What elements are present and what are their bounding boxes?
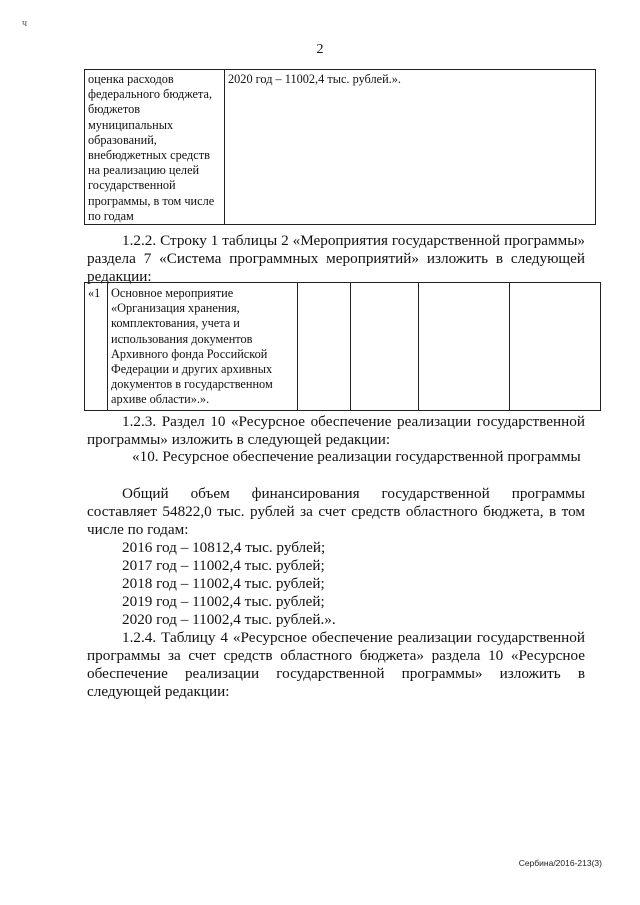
events-table bbox=[84, 282, 601, 411]
scan-mark: ч bbox=[22, 18, 28, 29]
total-funding-paragraph: Общий объем финансирования государственной программы составляет 54822,0 тыс. рублей за счет средств областного бюджета, в том числе по годам: bbox=[87, 485, 585, 538]
year-line: 2018 год – 11002,4 тыс. рублей; bbox=[122, 575, 325, 592]
table-row bbox=[85, 283, 601, 411]
document-footer-code: Сербина/2016-213(3) bbox=[518, 858, 602, 868]
table-cell-description: Основное мероприятие «Организация хранения, комплектования, учета и использования документов Архивного фонда Российской Федерации и других архивных документов в государственном архиве области».». bbox=[108, 283, 298, 411]
table-cell-empty bbox=[510, 283, 601, 411]
paragraph-1-2-4: 1.2.4. Таблицу 4 «Ресурсное обеспечение реализации государственной программы за счет средств областного бюджета» раздела 10 «Ресурсное обеспечение реализации государственной программы» изложить в следующей редакции: bbox=[87, 629, 585, 700]
year-line: 2020 год – 11002,4 тыс. рублей.». bbox=[122, 611, 336, 628]
table-row bbox=[85, 70, 596, 225]
table-cell-number: «1 bbox=[85, 283, 108, 411]
year-line: 2019 год – 11002,4 тыс. рублей; bbox=[122, 593, 325, 610]
page-number: 2 bbox=[316, 42, 324, 57]
table-cell-label: оценка расходов федерального бюджета, бюджетов муниципальных образований, внебюджетных средств на реализацию целей государственной программы, в том числе по годам bbox=[85, 70, 225, 225]
section-title: «10. Ресурсное обеспечение реализации государственной программы bbox=[132, 448, 581, 465]
year-line: 2016 год – 10812,4 тыс. рублей; bbox=[122, 539, 326, 556]
year-line: 2017 год – 11002,4 тыс. рублей; bbox=[122, 557, 325, 574]
table-cell-value: 2020 год – 11002,4 тыс. рублей.». bbox=[225, 70, 596, 225]
table-cell-empty bbox=[419, 283, 510, 411]
paragraph-1-2-3: 1.2.3. Раздел 10 «Ресурсное обеспечение реализации государственной программы» изложить в следующей редакции: bbox=[87, 413, 585, 448]
continuation-table bbox=[84, 69, 596, 225]
table-cell-empty bbox=[351, 283, 419, 411]
table-cell-empty bbox=[298, 283, 351, 411]
paragraph-1-2-2: 1.2.2. Строку 1 таблицы 2 «Мероприятия государственной программы» раздела 7 «Система программных мероприятий» изложить в следующей редакции: bbox=[87, 232, 585, 285]
